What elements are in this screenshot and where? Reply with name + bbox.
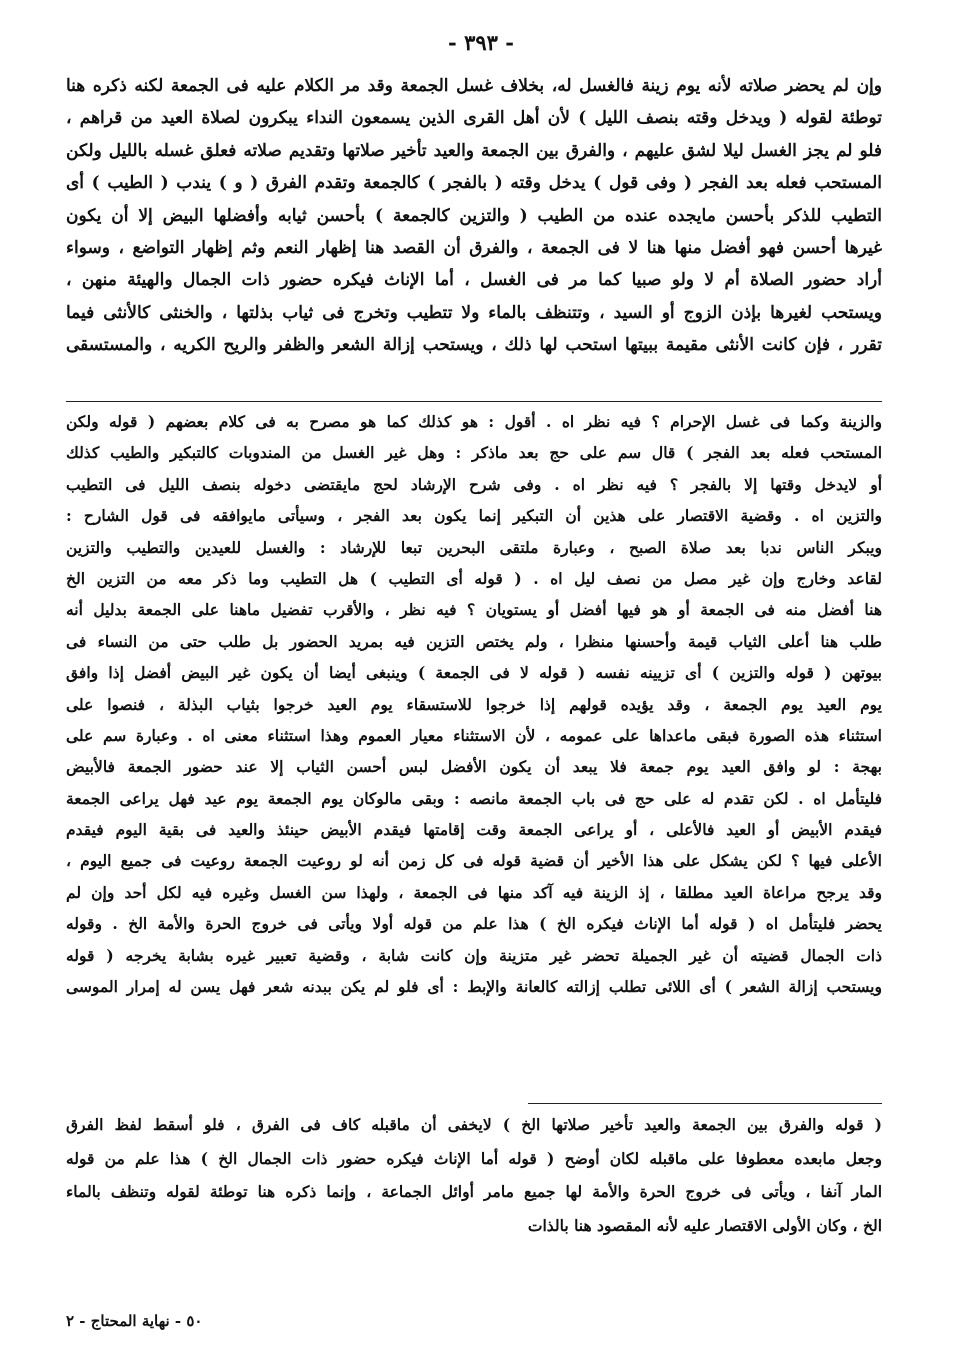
commentary-line: المار آنفا ، ويأتى فى خروج الحرة والأمة لها جميع مامر أوائل الجماعة ، وإنما ذكره هنا توطئة لقوله وتنظف بالماء (66, 1182, 882, 1201)
commentary-primary (66, 406, 882, 1002)
commentary-line: لقاعد وخارج وإن غير مصل من نصف ليل اه . ( قوله أى التطيب ) هل التطيب وما ذكر معه من التزين الخ (66, 568, 882, 588)
commentary-line: ويستحب إزالة الشعر ) أى اللائى تطلب إزالته كالعانة والإبط : أى فلو لم يكن ببدنه شعر فهل يسن له إمرار الموسى (66, 977, 882, 997)
commentary-line: أو لايدخل وقتها إلا بالفجر ؟ فيه نظر اه . وفى شرح الإرشاد لحج مايقتضى دخوله بنصف الليل فى التطيب (66, 474, 882, 494)
commentary-line: وجعل مابعده معطوفا على ماقبله لكان أوضح ( قوله أما الإناث فيكره حضور ذات الجمال الخ ) هذا علم من قوله (66, 1148, 882, 1168)
main-text-line: المستحب فعله بعد الفجر ( وفى قول ) يدخل وقته ( بالفجر ) كالجمعة وتقدم الفرق ( و ) يندب ( الطيب ) أى (66, 173, 882, 194)
commentary-line: ( قوله والفرق بين الجمعة والعيد تأخير صلاتها الخ ) لايخفى أن ماقبله كاف فى الفرق ، فلو أسقط لفظ الفرق (66, 1115, 882, 1134)
commentary-line: بيوتهن ( قوله والتزين ) أى تزيينه نفسه ( قوله لا فى الجمعة ) وينبغى أيضا أن يكون غير البيض أفضل إذا وافق (66, 663, 882, 683)
commentary-line: يوم العيد يوم الجمعة ، وقد يؤيده قولهم إذا خرجوا للاستسقاء يوم العيد خرجوا بثياب البذلة ، فنصوا على (66, 694, 882, 714)
commentary-line: الأعلى فيها ؟ لكن يشكل على هذا الأخير أن قضية قوله فى كل زمن أنه لو روعيت الجمعة روعيت فى جميع اليوم ، (66, 851, 882, 871)
main-text-line: فلو لم يجز الغسل ليلا لشق عليهم ، والفرق بين الجمعة والعيد تأخير صلاتها وتقديم صلاته فعلق غسله بالليل ولكن (66, 140, 882, 161)
commentary-line: ذات الجمال قضيته أن غير الجميلة تحضر غير متزينة وإن كانت شابة ، وقضية تعبير غيره بشابة يخرجه ( قوله (66, 945, 882, 965)
main-text-line: توطئة لقوله ( ويدخل وقته بنصف الليل ) لأن أهل القرى الذين يسمعون النداء يبكرون لصلاة العيد من قراهم ، (66, 108, 882, 129)
commentary-line: والتزين اه . وقضية الاقتصار على هذين أن التبكير إنما يكون بعد الفجر ، وسيأتى مايوافقه فى قول الشارح : (66, 506, 882, 526)
main-text (66, 70, 882, 362)
commentary-line: والزينة وكما فى غسل الإحرام ؟ فيه نظر اه . أقول : هو كذلك كما هو مصرح به فى كلام بعضهم ( قوله ولكن (66, 412, 882, 431)
separator-rule-short (528, 1103, 882, 1104)
commentary-line: ويبكر الناس ندبا بعد صلاة الصبح ، وعبارة ملتقى البحرين تبعا للإرشاد : والغسل للعيدين والتطيب والتزين (66, 537, 882, 557)
main-text-line: أراد حضور الصلاة أم لا ولو صبيا كما مر فى الغسل ، أما الإناث فيكره حضور ذات الجمال والهيئة منهن ، (66, 270, 882, 291)
commentary-line: المستحب فعله بعد الفجر ) قال سم على حج بعد ماذكر : وهل غير الغسل من المندوبات كالتبكير والطيب كذلك (66, 443, 882, 463)
commentary-line: استثناء هذه الصورة فبقى ماعداها على عمومه ، لأن الاستثناء معيار العموم وهذا استثناء معنى اه . وعبارة سم على (66, 725, 882, 745)
page-number: - ٣٩٣ - (448, 30, 514, 55)
main-text-line: وإن لم يحضر صلاته لأنه يوم زينة فالغسل له، بخلاف غسل الجمعة وقد مر الكلام عليه فى الجمعة لكنه ذكره هنا (66, 76, 882, 96)
commentary-line-last: الخ ، وكان الأولى الاقتصار عليه لأنه المقصود هنا بالذات (527, 1215, 882, 1235)
commentary-line: بهجة : لو وافق العيد يوم جمعة فلا يبعد أن يكون الأفضل لبس أحسن الثياب إلا عند حضور الجمعة فالأبيض (66, 757, 882, 777)
commentary-secondary (66, 1108, 882, 1242)
main-text-line: التطيب للذكر بأحسن مايجده عنده من الطيب ( والتزين كالجمعة ) بأحسن ثيابه وأفضلها البيض إلا أن يكون (66, 205, 882, 226)
commentary-line: يحضر فليتأمل اه ( قوله أما الإناث فيكره الخ ) هذا علم من قوله أولا ويأتى فى خروج الحرة والأمة الخ . وقوله (66, 914, 882, 934)
commentary-line: فيقدم الأبيض أو العيد فالأعلى ، أو يراعى الجمعة وقت إقامتها فيقدم الأبيض حينئذ والعيد فى بقية اليوم فيقدم (66, 820, 882, 840)
commentary-line: طلب هنا أعلى الثياب قيمة وأحسنها منظرا ، ولم يختص التزين فيه بمريد الحضور بل طلب حتى من النساء فى (66, 631, 882, 651)
commentary-line: فليتأمل اه . لكن تقدم له على حج فى باب الجمعة مانصه : وبقى مالوكان يوم الجمعة يوم عيد فهل يراعى الجمعة (66, 788, 882, 808)
signature-footer: ٥٠ - نهاية المحتاج - ٢ (66, 1312, 203, 1330)
main-text-line: غيرها أحسن فهو أفضل منها هنا لا فى الجمعة ، والفرق أن القصد هنا إظهار النعم وثم إظهار التواضع ، وسواء (66, 237, 882, 258)
separator-rule (66, 401, 882, 402)
main-text-line: تقرر ، فإن كانت الأنثى مقيمة ببيتها استحب لها ذلك ، ويستحب إزالة الشعر والظفر والريح الكريه ، والمستسقى (66, 335, 882, 356)
commentary-line: هنا أفضل منه فى الجمعة أو هو فيها أفضل أو يستويان ؟ فيه نظر ، والأقرب تفضيل ماهنا على الجمعة بدليل أنه (66, 600, 882, 620)
commentary-line: وقد يرجح مراعاة العيد مطلقا ، إذ الزينة فيه آكد منها فى الجمعة ، ولهذا سن الغسل وغيره فيه لكل أحد وإن لم (66, 882, 882, 902)
main-text-line: ويستحب لغيرها بإذن الزوج أو السيد ، وتتنظف بالماء ولا تتطيب وتخرج فى ثياب بذلتها ، والخنثى كالأنثى فيما (66, 302, 882, 323)
